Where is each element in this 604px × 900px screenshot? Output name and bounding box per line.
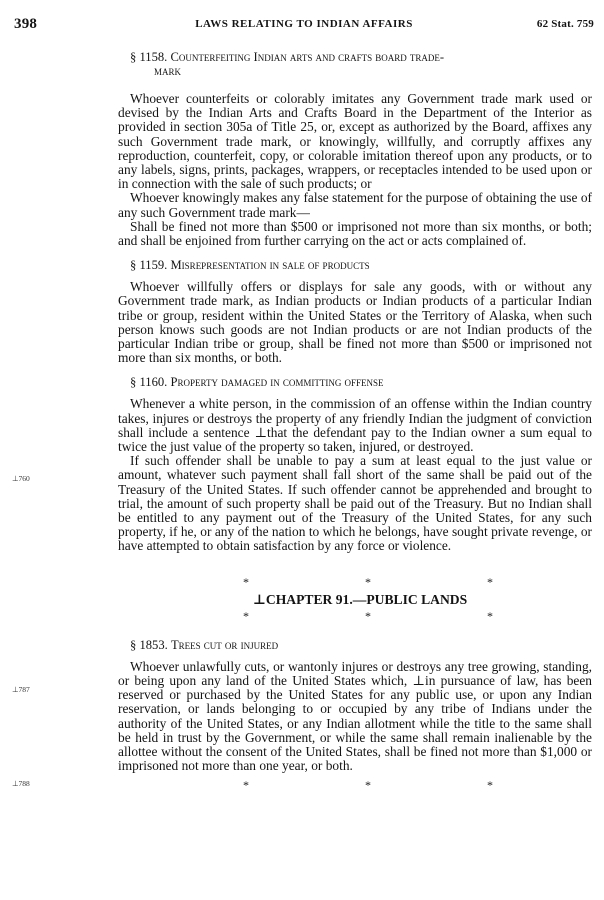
section-1853-para-1: Whoever unlawfully cuts, or wantonly injures or destroys any tree growing, standing, or being upon any land of the United States which, ⊥in pursuance of law, has been reserved or purchased by the United States for any public use, or upon any Indian reservation, or lands belonging to or occupied by any tribe of Indians under the authority of the United States, or any Indian allotment while the title to the same shall be held in trust by the Government, or while the same shall remain inalienable by the allottee without the consent of the United States, shall be fined not more than $1,000 or imprisoned not more than one year, or both. (118, 658, 592, 774)
asterisk-separator-2: * * * (243, 608, 493, 623)
page-number: 398 (14, 16, 38, 32)
margin-note-787: ⊥787 (12, 685, 30, 694)
asterisk-separator-3: * * * (243, 778, 493, 793)
running-title: LAWS RELATING TO INDIAN AFFAIRS (195, 18, 413, 30)
section-1160-para-2: If such offender shall be unable to pay a sum at least equal to the just value or amount, whatever such payment shall fall short of the same shall be paid out of the Treasury of the United States. If such offender cannot be apprehended and brought to trial, the amount of such property shall be paid out of the Treasury. But no Indian shall be entitled to any payment out of the Treasury of the United States, for any such property, if he, or any of the nation to which he belongs, have sought private revenge, or have attempted to obtain satisfaction by any force or violence. (118, 453, 592, 554)
section-1158-para-2: Whoever knowingly makes any false statement for the purpose of obtaining the use of any such Government trade mark— (118, 190, 592, 220)
section-1159-para-1: Whoever willfully offers or displays for sale any goods, with or without any Government trade mark, as Indian products or Indian products of a particular Indian tribe or group, resident within the United States or the Territory of Alaska, when such person knows such goods are not Indian products or are not Indian products of the particular Indian tribe or group, shall be fined not more than $500 or imprisoned not more than six months, or both. (118, 279, 592, 366)
running-header (14, 18, 594, 36)
margin-note-788: ⊥788 (12, 779, 30, 788)
asterisk-separator-1: * * * (243, 574, 493, 589)
section-heading-1853: § 1853. Trees cut or injured (130, 637, 279, 652)
margin-note-760: ⊥760 (12, 474, 30, 483)
statute-reference: 62 Stat. 759 (536, 18, 594, 30)
section-heading-1160: § 1160. Property damaged in committing offense (130, 375, 384, 390)
section-heading-1159: § 1159. Misrepresentation in sale of products (130, 258, 370, 273)
section-1158-para-1: Whoever counterfeits or colorably imitates any Government trade mark used or devised by the Indian Arts and Crafts Board in the Department of the Interior as provided in section 305a of Title 25, or, except as authorized by the Board, affixes any such Government trade mark, or knowingly, willfully, and corruptly affixes any reproduction, counterfeit, copy, or colorable imitation thereof upon any products, or to any labels, signs, prints, packages, wrappers, or receptacles intended to be used upon or in connection with the sale of such products; or (118, 91, 592, 192)
chapter-heading: ⊥CHAPTER 91.—PUBLIC LANDS (252, 591, 468, 607)
section-heading-1158: § 1158. Counterfeiting Indian arts and crafts board trade- mark (130, 50, 445, 78)
section-1158-para-3: Shall be fined not more than $500 or imprisoned not more than six months, or both; and shall be enjoined from further carrying on the act or acts complained of. (118, 218, 592, 249)
section-1160-para-1: Whenever a white person, in the commission of an offense within the Indian country takes, injures or destroys the property of any friendly Indian the judgment of conviction shall include a sentence ⊥that the defendant pay to the Indian owner a sum equal to twice the just value of the property so taken, injured, or destroyed. (118, 396, 592, 455)
text-column (118, 50, 592, 791)
